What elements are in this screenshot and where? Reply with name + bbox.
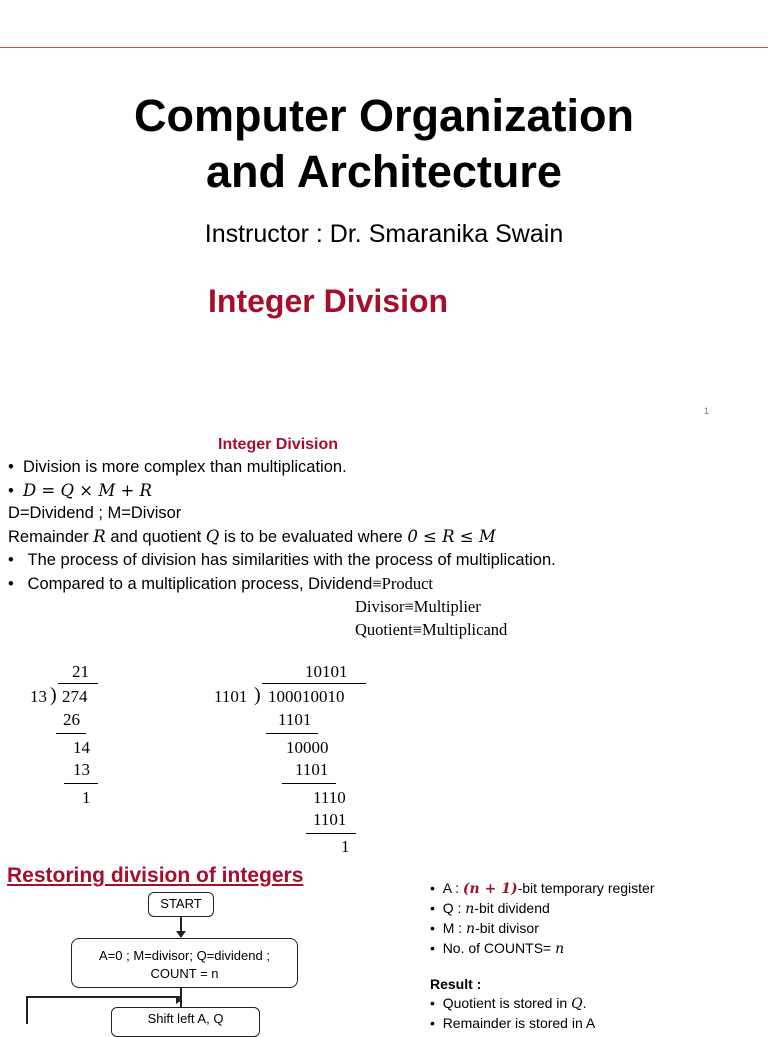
register-m-label: M : (442, 920, 467, 936)
quotient-symbol: Q (205, 527, 220, 546)
register-item-a: • A : (n + 1)-bit temporary register (430, 880, 655, 897)
ex1-dividend: 274 (62, 687, 88, 706)
flowchart-arrowhead-2 (176, 996, 182, 1004)
result-quotient-end: . (582, 995, 587, 1011)
ex2-rule-1 (266, 733, 318, 734)
page-number: 1 (704, 406, 710, 416)
ex2-subtract-1: 1101 (278, 710, 312, 729)
restoring-division-title: Restoring division of integers (7, 864, 304, 887)
bullet-compare: • Compared to a multiplication process, Dividend≡Product (8, 574, 434, 593)
slide-title (0, 88, 768, 200)
ex2-subtract-3: 1101 (313, 810, 347, 829)
ex2-bracket: ) (254, 684, 261, 706)
multiplicand-equivalence: Quotient≡Multiplicand (355, 620, 508, 639)
result-quotient-symbol: Q (571, 996, 583, 1012)
result-remainder: • Remainder is stored in A (430, 1015, 596, 1031)
ex2-divisor: 1101 (214, 687, 248, 706)
ex1-remainder-1: 14 (73, 738, 90, 757)
register-item-q: • Q : n-bit dividend (430, 900, 550, 917)
section-title: Integer Division (208, 283, 449, 319)
bullet-formula: • D = Q × M + R (8, 481, 152, 500)
register-q-size: n (465, 901, 475, 917)
result-label: Result : (430, 976, 482, 992)
result-quotient-text: Quotient is stored in (442, 995, 572, 1011)
ex1-bracket: ) (50, 684, 57, 706)
result-list (430, 994, 595, 1033)
title-line-1: Computer Organization (133, 90, 634, 141)
definitions-line: D=Dividend ; M=Divisor (8, 504, 182, 522)
ex1-quotient: 21 (72, 662, 89, 681)
bullet-complexity-text: Division is more complex than multiplication. (22, 458, 347, 476)
flowchart-start: START (148, 892, 214, 917)
title-line-2: and Architecture (206, 146, 562, 197)
register-q-desc: -bit dividend (474, 900, 550, 916)
bullet-similarity-text: The process of division has similarities with the process of multiplication. (27, 551, 556, 569)
top-divider-line (0, 47, 768, 48)
remainder-condition: 0 ≤ R ≤ M (407, 527, 496, 546)
flowchart-arrowhead-1 (176, 931, 186, 938)
remainder-text-3: is to be evaluated where (219, 528, 408, 546)
ex2-quotient: 10101 (305, 662, 348, 681)
bullet-complexity: • Division is more complex than multiplication. (8, 458, 347, 476)
ex2-remainder-1: 10000 (286, 738, 329, 757)
remainder-line (8, 525, 496, 549)
result-quotient: • Quotient is stored in Q. (430, 995, 587, 1012)
ex2-division-bar (262, 683, 366, 684)
ex2-dividend: 100010010 (268, 687, 345, 706)
flowchart-loop-line (26, 996, 180, 998)
ex1-subtract-1: 26 (63, 710, 80, 729)
flowchart-loop-vertical (26, 996, 28, 1024)
register-a-size: (n + 1) (462, 881, 518, 897)
register-a-label: A : (442, 880, 463, 896)
ex1-rule-1 (56, 733, 86, 734)
register-a-desc: -bit temporary register (517, 880, 655, 896)
ex2-remainder-3: 1 (341, 837, 350, 856)
remainder-text-2: and quotient (105, 528, 206, 546)
ex2-rule-3 (306, 833, 356, 834)
register-list (430, 879, 655, 959)
result-remainder-text: Remainder is stored in A (442, 1015, 596, 1031)
count-label: No. of COUNTS= (442, 940, 556, 956)
init-line-1: A=0 ; M=divisor; Q=dividend ; (99, 948, 270, 963)
register-m-desc: -bit divisor (475, 920, 539, 936)
bullet-compare-text: Compared to a multiplication process, Dividend (27, 575, 373, 593)
register-m-size: n (466, 921, 476, 937)
count-value: n (555, 941, 565, 957)
flowchart-init-box (71, 938, 298, 988)
multiplier-equivalence: Divisor≡Multiplier (355, 597, 481, 616)
init-line-2: COUNT = n (150, 966, 219, 981)
ex2-remainder-2: 1110 (313, 788, 346, 807)
division-formula: D = Q × M + R (22, 481, 152, 500)
ex2-subtract-2: 1101 (295, 760, 329, 779)
instructor-name: Instructor : Dr. Smaranika Swain (204, 220, 564, 248)
bullet-similarity: • The process of division has similarities with the process of multiplication. (8, 551, 556, 569)
flowchart-shift-box: Shift left A, Q (111, 1007, 260, 1037)
ex1-subtract-2: 13 (73, 760, 90, 779)
register-q-label: Q : (442, 900, 466, 916)
ex1-divisor: 13 (30, 687, 47, 706)
ex2-rule-2 (282, 783, 336, 784)
remainder-symbol: R (93, 527, 106, 546)
ex1-remainder-2: 1 (82, 788, 91, 807)
ex1-division-bar (58, 683, 98, 684)
register-item-m: • M : n-bit divisor (430, 920, 539, 937)
ex1-rule-2 (64, 783, 98, 784)
remainder-text-1: Remainder (8, 528, 94, 546)
product-equivalence: ≡Product (372, 574, 434, 593)
register-item-count: • No. of COUNTS= n (430, 940, 565, 957)
slide2-title: Integer Division (218, 436, 339, 453)
